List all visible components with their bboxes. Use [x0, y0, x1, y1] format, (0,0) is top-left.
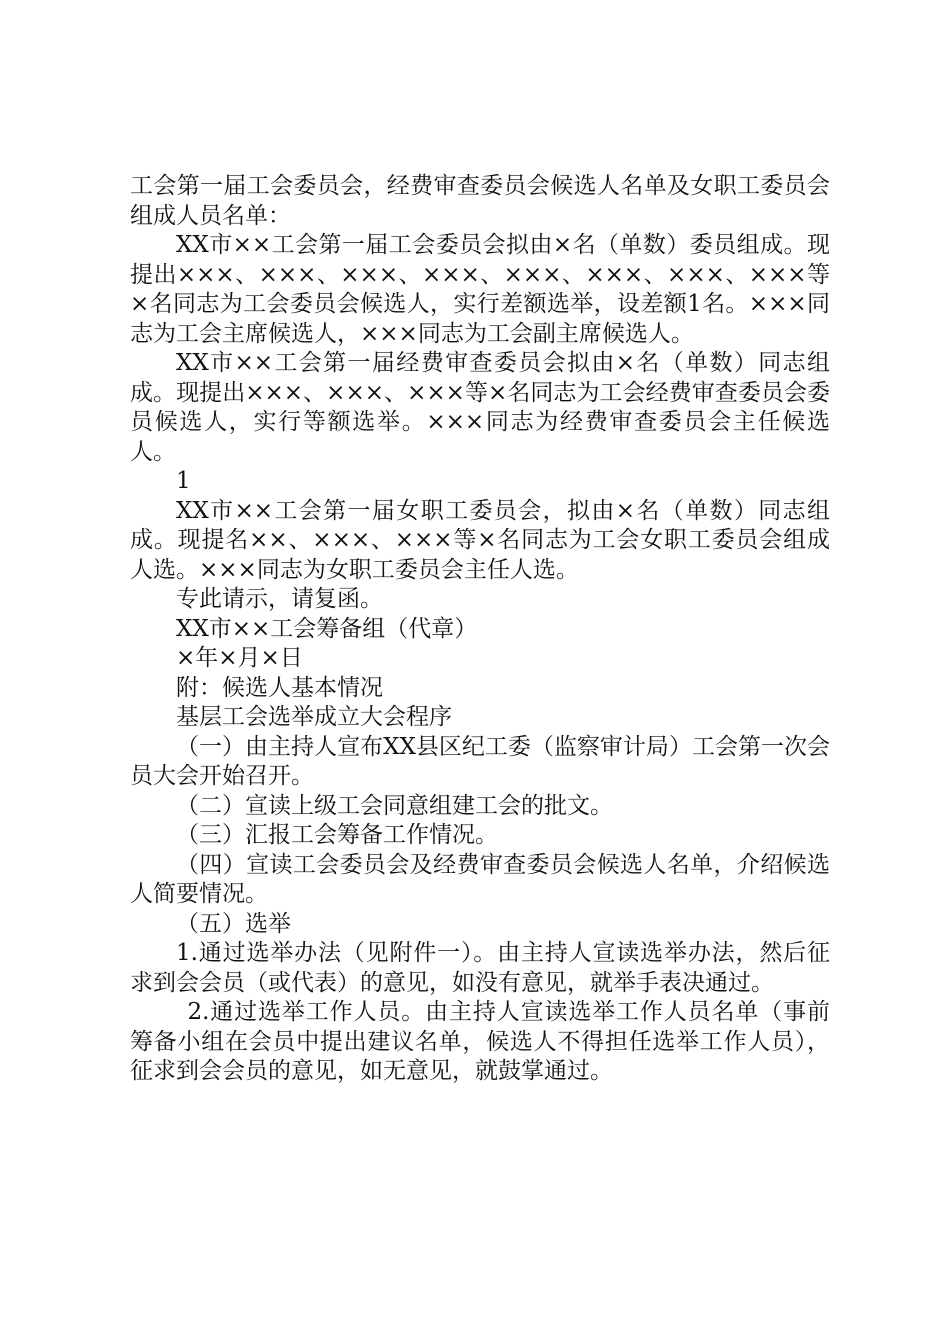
request-closing: 专此请示，请复函。	[176, 586, 383, 612]
procedure-step-2: （二）宣读上级工会同意组建工会的批文。	[176, 792, 613, 819]
election-substep-1: 1.通过选举办法（见附件一）。由主持人宣读选举办法，然后征求到会会员（或代表）的意见，如没有意见，就举手表决通过。	[130, 940, 830, 996]
election-substep-2: 2.通过选举工作人员。由主持人宣读选举工作人员名单（事前筹备小组在会员中提出建议名单，候选人不得担任选举工作人员），征求到会会员的意见，如无意见，就鼓掌通过。	[130, 999, 830, 1084]
signature-date: ×年×月×日	[176, 645, 303, 671]
audit-committee-paragraph: XX市××工会第一届经费审查委员会拟由×名（单数）同志组成。现提出×××、×××、×××等×名同志为工会经费审查委员会委员候选人，实行等额选举。×××同志为经费审查委员会主任候选人。	[130, 350, 830, 465]
procedure-step-1: （一）由主持人宣布XX县区纪工委（监察审计局）工会第一次会员大会开始召开。	[130, 733, 830, 789]
procedure-step-4: （四）宣读工会委员会及经费审查委员会候选人名单，介绍候选人简要情况。	[130, 851, 830, 907]
attachment-note: 附：候选人基本情况	[176, 674, 383, 701]
procedure-step-5: （五）选举	[176, 910, 291, 937]
women-committee-paragraph: XX市××工会第一届女职工委员会，拟由×名（单数）同志组成。现提名××、×××、×××等×名同志为工会女职工委员会组成人选。×××同志为女职工委员会主任人选。	[130, 497, 830, 583]
page-number: 1	[176, 468, 191, 494]
procedure-step-3: （三）汇报工会筹备工作情况。	[176, 822, 498, 848]
committee-candidates-paragraph: XX市××工会第一届工会委员会拟由×名（单数）委员组成。现提出×××、×××、×××、×××、×××、×××、×××、×××等×名同志为工会委员会候选人，实行差额选举，设差额1名。×××同志为工会主席候选人，×××同志为工会副主席候选人。	[130, 232, 830, 347]
procedure-title: 基层工会选举成立大会程序	[176, 704, 452, 730]
intro-heading: 工会第一届工会委员会，经费审查委员会候选人名单及女职工委员会组成人员名单：	[130, 173, 830, 229]
document-body	[130, 172, 830, 1087]
signature-organization: XX市××工会筹备组（代章）	[176, 615, 478, 642]
